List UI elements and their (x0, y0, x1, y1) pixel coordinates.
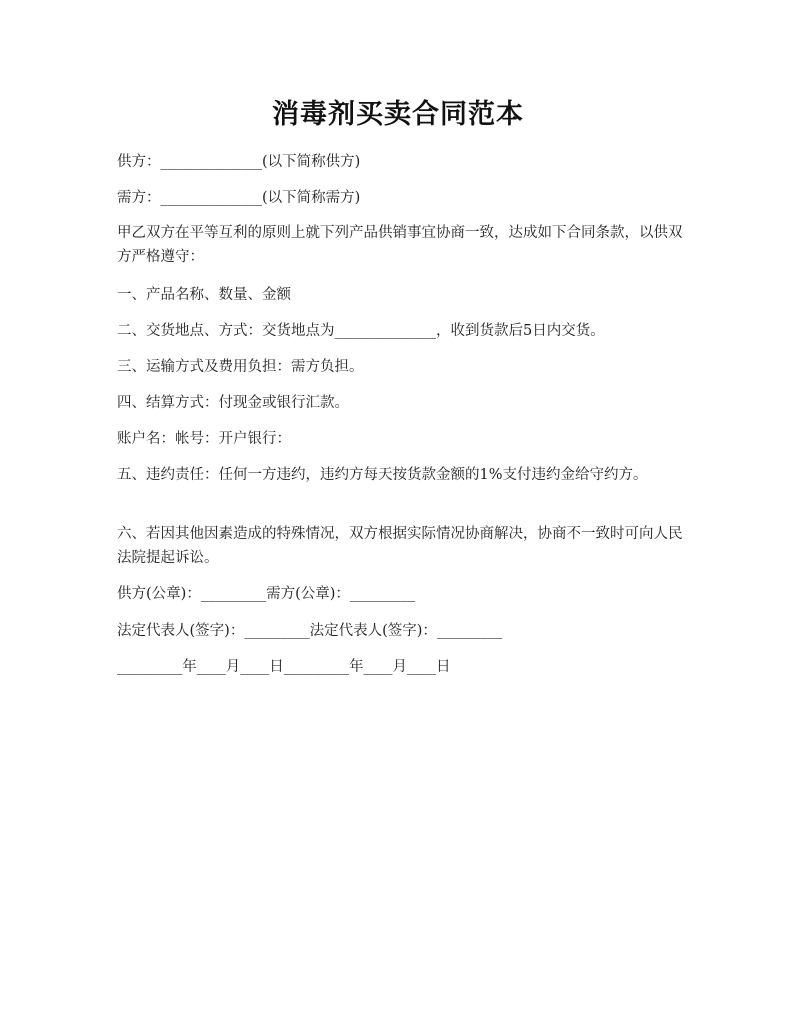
clause-1: 一、产品名称、数量、金额 (117, 287, 291, 303)
preamble-paragraph: 甲乙双方在平等互利的原则上就下列产品供销事宜协商一致，达成如下合同条款，以供双方严格遵守： (117, 225, 683, 265)
buyer-line: 需方：______________(以下简称需方) (117, 190, 361, 206)
supplier-line: 供方：______________(以下简称供方) (117, 154, 361, 170)
seal-line: 供方(公章)：_________需方(公章)：_________ (117, 586, 416, 602)
clause-3: 三、运输方式及费用负担：需方负担。 (117, 359, 364, 375)
signature-line: 法定代表人(签字)：_________法定代表人(签字)：_________ (117, 623, 503, 639)
account-line: 账户名：帐号：开户银行： (117, 431, 291, 447)
document-title: 消毒剂买卖合同范本 (272, 99, 524, 130)
clause-4: 四、结算方式：付现金或银行汇款。 (117, 395, 349, 411)
date-line: _________年____月____日_________年____月____日 (117, 659, 451, 675)
clause-2: 二、交货地点、方式：交货地点为______________，收到货款后5日内交货。 (117, 323, 605, 339)
clause-5: 五、违约责任：任何一方违约，违约方每天按货款金额的1%支付违约金给守约方。 (117, 467, 648, 483)
clause-6: 六、若因其他因素造成的特殊情况，双方根据实际情况协商解决，协商不一致时可向人民法院提起诉讼。 (117, 526, 683, 566)
